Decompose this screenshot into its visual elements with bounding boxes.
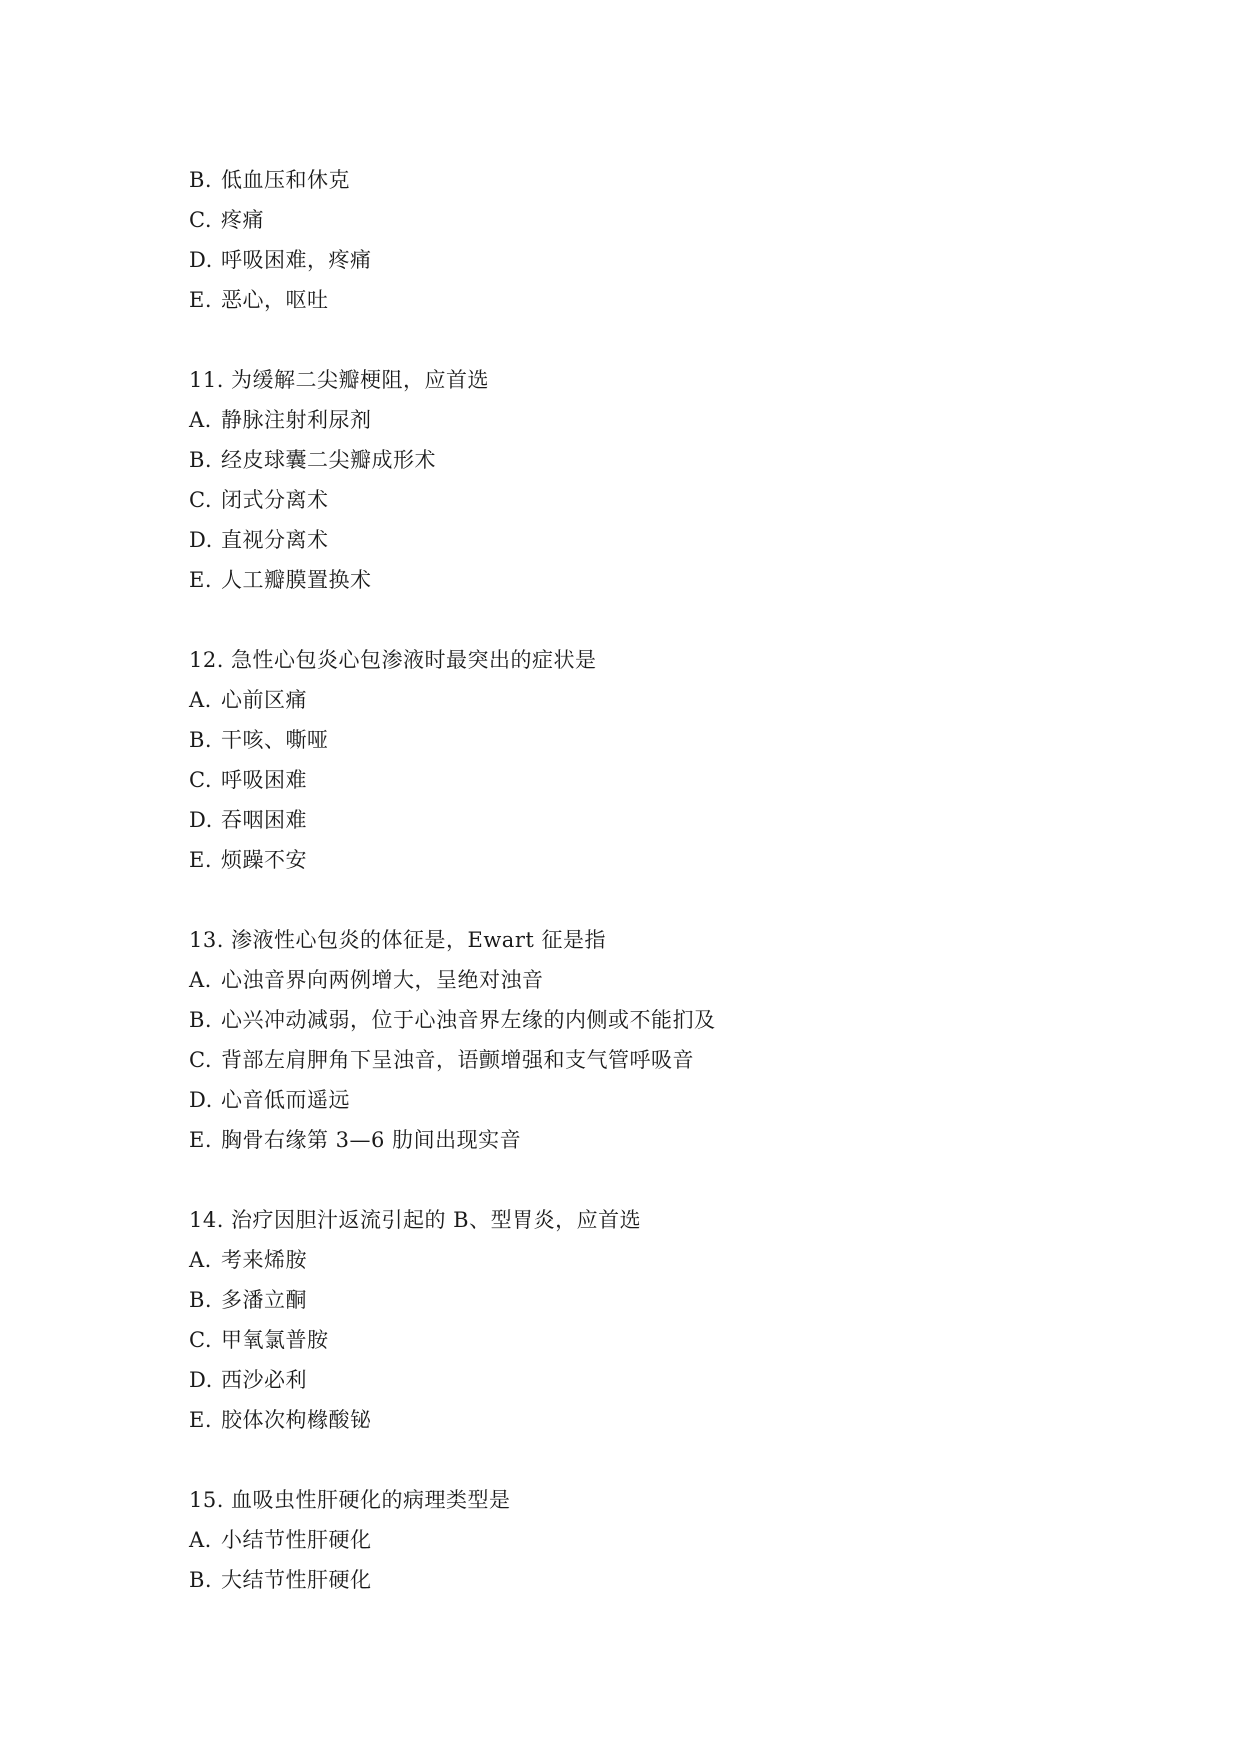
option-letter: A. — [189, 968, 212, 992]
option-text: 低血压和休克 — [221, 168, 350, 192]
question-number: 14. — [189, 1208, 224, 1232]
option-line — [189, 520, 1089, 560]
option-letter: B. — [189, 1008, 213, 1032]
option-line — [189, 280, 1089, 320]
option-line — [189, 840, 1089, 880]
option-text: 心兴冲动减弱，位于心浊音界左缘的内侧或不能扪及 — [221, 1008, 716, 1032]
question-number: 13. — [189, 928, 224, 952]
option-line — [189, 1240, 1089, 1280]
option-letter: D. — [189, 528, 213, 552]
option-line — [189, 1520, 1089, 1560]
option-line — [189, 1280, 1089, 1320]
option-line — [189, 240, 1089, 280]
option-line — [189, 1320, 1089, 1360]
option-line — [189, 400, 1089, 440]
option-letter: A. — [189, 408, 212, 432]
option-letter: C. — [189, 768, 212, 792]
option-letter: A. — [189, 1248, 212, 1272]
question-stem — [189, 360, 1089, 400]
option-letter: E. — [189, 288, 213, 312]
option-text: 大结节性肝硬化 — [221, 1568, 372, 1592]
option-line — [189, 560, 1089, 600]
option-letter: E. — [189, 568, 213, 592]
option-text: 静脉注射利尿剂 — [221, 408, 372, 432]
option-text: 干咳、嘶哑 — [221, 728, 329, 752]
option-letter: D. — [189, 808, 213, 832]
option-letter: B. — [189, 1288, 213, 1312]
option-letter: E. — [189, 1408, 213, 1432]
option-text: 烦躁不安 — [221, 848, 307, 872]
option-line — [189, 1000, 1089, 1040]
question-text: 急性心包炎心包渗液时最突出的症状是 — [231, 648, 597, 672]
option-line — [189, 960, 1089, 1000]
option-text: 背部左肩胛角下呈浊音，语颤增强和支气管呼吸音 — [221, 1048, 694, 1072]
option-line — [189, 800, 1089, 840]
option-line — [189, 680, 1089, 720]
option-text: 甲氧氯普胺 — [221, 1328, 329, 1352]
option-letter: E. — [189, 848, 213, 872]
option-letter: C. — [189, 1328, 212, 1352]
option-text: 多潘立酮 — [221, 1288, 307, 1312]
question-number: 11. — [189, 368, 224, 392]
question-number: 15. — [189, 1488, 224, 1512]
option-text: 呼吸困难 — [221, 768, 307, 792]
option-letter: B. — [189, 448, 213, 472]
question-text: 治疗因胆汁返流引起的 B、型胃炎，应首选 — [231, 1208, 642, 1232]
option-text: 呼吸困难，疼痛 — [221, 248, 372, 272]
option-text: 西沙必利 — [221, 1368, 307, 1392]
option-letter: D. — [189, 1088, 213, 1112]
option-letter: A. — [189, 688, 212, 712]
question-number: 12. — [189, 648, 224, 672]
option-line — [189, 1080, 1089, 1120]
option-text: 恶心，呕吐 — [221, 288, 329, 312]
option-line — [189, 1400, 1089, 1440]
option-line — [189, 1040, 1089, 1080]
option-line — [189, 760, 1089, 800]
option-text: 心前区痛 — [221, 688, 307, 712]
option-letter: A. — [189, 1528, 212, 1552]
question-stem — [189, 640, 1089, 680]
option-text: 闭式分离术 — [221, 488, 329, 512]
question-text: 血吸虫性肝硬化的病理类型是 — [231, 1488, 511, 1512]
question-text: 渗液性心包炎的体征是，Ewart 征是指 — [231, 928, 606, 952]
option-text: 考来烯胺 — [221, 1248, 307, 1272]
option-letter: D. — [189, 1368, 213, 1392]
option-text: 胸骨右缘第 3—6 肋间出现实音 — [221, 1128, 522, 1152]
question-stem — [189, 1480, 1089, 1520]
option-text: 心音低而遥远 — [221, 1088, 350, 1112]
option-text: 吞咽困难 — [221, 808, 307, 832]
option-letter: C. — [189, 1048, 212, 1072]
option-line — [189, 160, 1089, 200]
question-stem — [189, 920, 1089, 960]
option-text: 胶体次枸橼酸铋 — [221, 1408, 372, 1432]
option-text: 人工瓣膜置换术 — [221, 568, 372, 592]
option-line — [189, 1120, 1089, 1160]
option-letter: E. — [189, 1128, 213, 1152]
option-letter: B. — [189, 1568, 213, 1592]
option-text: 小结节性肝硬化 — [221, 1528, 372, 1552]
option-letter: B. — [189, 168, 213, 192]
option-text: 疼痛 — [221, 208, 264, 232]
question-stem — [189, 1200, 1089, 1240]
option-letter: C. — [189, 208, 212, 232]
option-text: 直视分离术 — [221, 528, 329, 552]
option-letter: C. — [189, 488, 212, 512]
question-list — [189, 160, 1089, 1600]
option-line — [189, 1360, 1089, 1400]
question-text: 为缓解二尖瓣梗阻，应首选 — [231, 368, 489, 392]
option-line — [189, 480, 1089, 520]
option-letter: B. — [189, 728, 213, 752]
option-line — [189, 200, 1089, 240]
option-line — [189, 440, 1089, 480]
option-text: 经皮球囊二尖瓣成形术 — [221, 448, 436, 472]
option-text: 心浊音界向两例增大，呈绝对浊音 — [221, 968, 544, 992]
option-line — [189, 1560, 1089, 1600]
option-letter: D. — [189, 248, 213, 272]
option-line — [189, 720, 1089, 760]
